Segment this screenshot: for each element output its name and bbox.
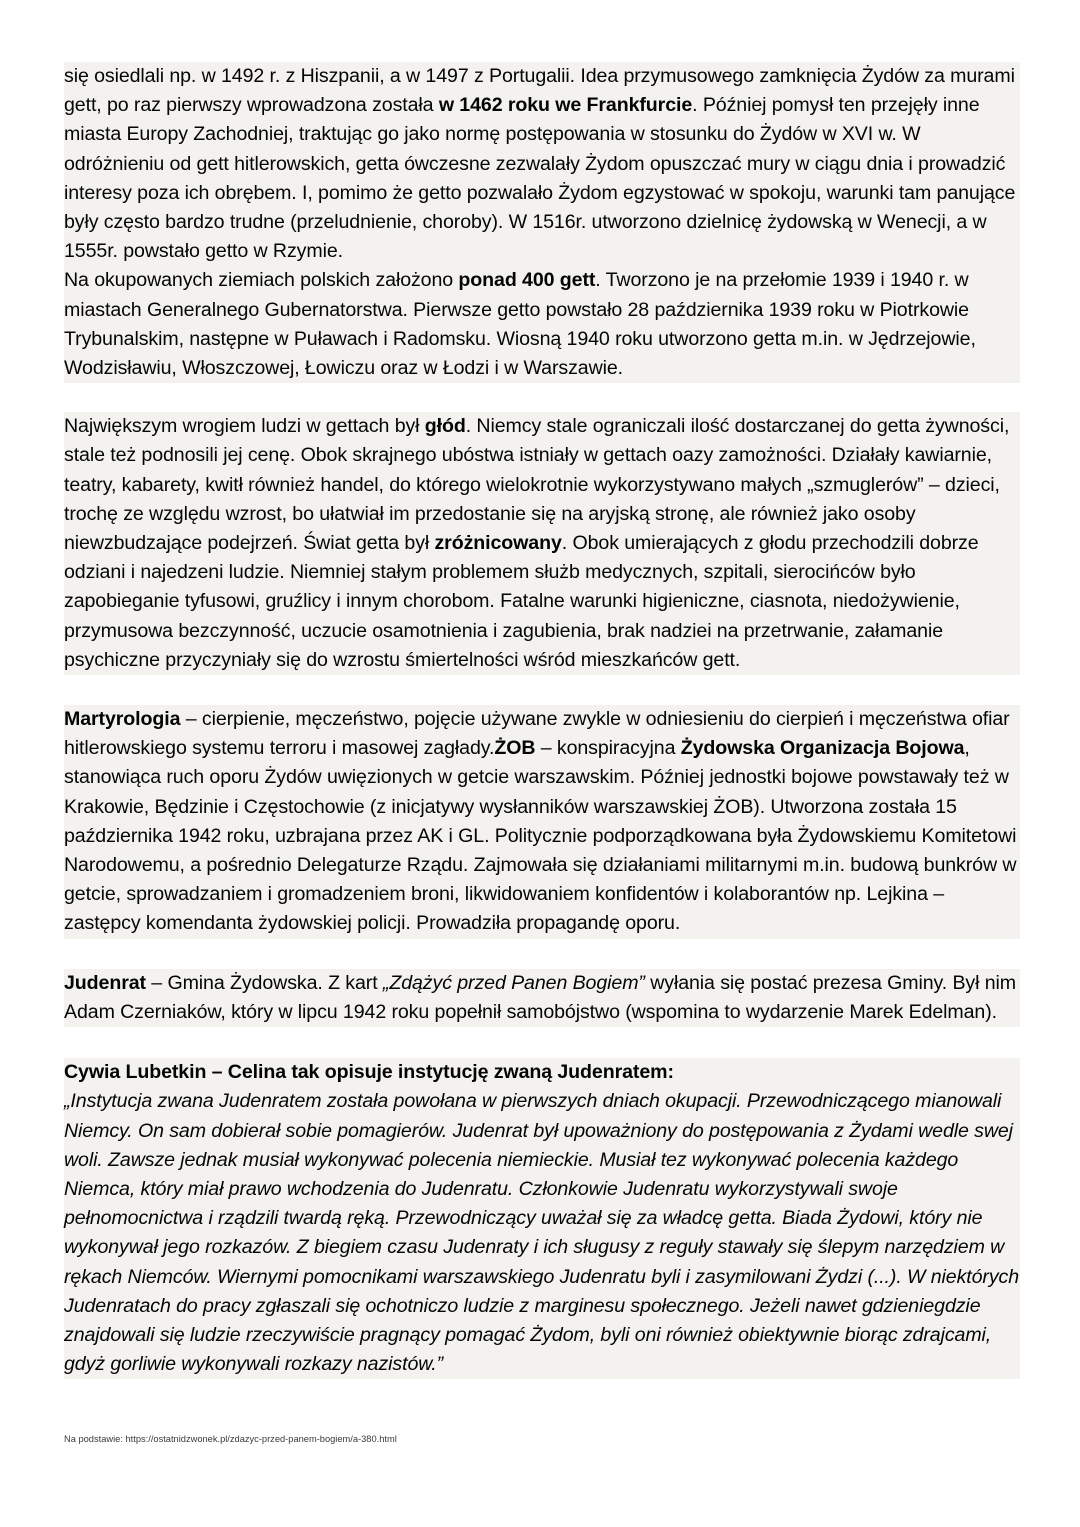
text-run: – Gmina Żydowska. Z kart [145, 971, 383, 994]
paragraph-martyrologia-zob [64, 705, 1020, 939]
emphasis-bold: głód [424, 415, 466, 438]
text-run: . Później pomysł ten przejęły inne miasta Europy Zachodniej, traktując go jako normę postępowania w stosunku do Żydów w XVI w. W odróżnieniu od gett hitlerowskich, getta ówczesne zezwalały Żydom opuszczać mury w ciągu dnia i prowadzić interesy poza ich obrębem. I, pomimo że getto pozwalało Żydom egzystować w spokoju, warunki tam panujące były często bardzo trudne (przeludnienie, choroby). W 1516r. utworzono dzielnicę żydowską w Wenecji, a w 1555r. powstało getto w Rzymie. [64, 94, 1016, 263]
paragraph-spacer [64, 675, 1020, 705]
text-run: wyłania się postać prezesa Gminy. Był nim Adam Czerniaków, który w lipcu 1942 roku popełnił samobójstwo (wspomina to wydarzenie Marek Edelman). [64, 971, 1016, 1023]
text-run: . Tworzono je na przełomie 1939 i 1940 r. w miastach Generalnego Gubernatorstwa. Pierwsze getto powstało 28 października 1939 roku w Piotrkowie Trybunalskim, następne w Puławach i Radomsku. Wiosną 1940 roku utworzono getta m.in. w Jędrzejowie, Wodzisławiu, Włoszczowej, Łowiczu oraz w Łodzi i w Warszawie. [64, 269, 976, 380]
text-run: się osiedlali np. w 1492 r. z Hiszpanii, a w 1497 z Portugalii. Idea przymusowego zamknięcia Żydów za murami gett, po raz pierwszy wprowadzona została [64, 65, 1015, 117]
emphasis-bold: zróżnicowany [434, 532, 562, 555]
emphasis-italic: „Zdążyć przed Panen Bogiem” [382, 971, 645, 994]
emphasis-bold: w 1462 roku we Frankfurcie [438, 94, 693, 117]
paragraph-ponad-400-gett [64, 266, 1020, 383]
text-run: . Niemcy stale ograniczali ilość dostarczanej do getta żywności, stale też podnosili jej cenę. Obok skrajnego ubóstwa istniały w gettach oazy zamożności. Działały kawiarnie, teatry, kabarety, kwitł również handel, do którego wielokrotnie wykorzystywano małych „szmuglerów” – dzieci, trochę ze względu wzrost, bo ułatwiał im przedostanie się na aryjską stronę, ale również jako osoby niewzbudzające podejrzeń. Świat getta był [64, 415, 1010, 555]
emphasis-bold: Judenrat [64, 971, 146, 994]
paragraph-glod [64, 412, 1020, 675]
emphasis-bold: Martyrologia [64, 708, 181, 731]
emphasis-bold: ŻOB [494, 737, 536, 760]
text-run: , stanowiąca ruch oporu Żydów uwięzionych w getcie warszawskim. Później jednostki bojowe powstawały też w Krakowie, Będzinie i Częstochowie (z inicjatywy wysłanników warszawskiej ŻOB). Utworzona została 15 października 1942 roku, uzbrajana przez AK i GL. Politycznie podporządkowana była Żydowskiemu Komitetowi Narodowemu, a pośrednio Delegaturze Rządu. Zajmowała się działaniami militarnymi m.in. budową bunkrów w getcie, sprowadzaniem i gromadzeniem broni, likwidowaniem konfidentów i kolaborantów np. Lejkina – zastępcy komendanta żydowskiej policji. Prowadziła propagandę oporu. [64, 737, 1017, 935]
paragraph-spacer [64, 383, 1020, 412]
emphasis-bold: Żydowska Organizacja Bojowa [680, 737, 965, 760]
text-run: . Obok umierających z głodu przechodzili dobrze odziani i najedzeni ludzie. Niemniej stałym problemem służb medycznych, szpitali, sierocińców było zapobieganie tyfusowi, gruźlicy i innym chorobom. Fatalne warunki higieniczne, ciasnota, niedożywienie, przymusowa bezczynność, uczucie osamotnienia i zagubienia, brak nadziei na przetrwanie, załamanie psychiczne przyczyniały się do wzrostu śmiertelności wśród mieszkańców gett. [64, 532, 979, 671]
text-run: Na okupowanych ziemiach polskich założono [64, 269, 459, 292]
paragraph-judenrat [64, 969, 1020, 1027]
emphasis-italic: „Instytucja zwana Judenratem została powołana w pierwszych dniach okupacji. Przewodniczącego mianowali Niemcy. On sam dobierał sobie pomagierów. Judenrat był upoważniony do postępowania z Żydami wedle swej woli. Zawsze jednak musiał wykonywać polecenia niemieckie. Musiał tez wykonywać polecenia każdego Niemca, który miał prawo wchodzenia do Judenratu. Członkowie Judenratu wykorzystywali swoje pełnomocnictwa i rządzili twardą ręką. Przewodniczący uważał się za władcę getta. Biada Żydowi, który nie wykonywał jego rozkazów. Z biegiem czasu Judenraty i ich sługusy z reguły stawały się ślepym narzędziem w rękach Niemców. Wiernymi pomocnikami warszawskiego Judenratu byli i zasymilowani Żydzi (...). W niektórych Judenratach do pracy zgłaszali się ochotniczo ludzie z marginesu społecznego. Jeżeli nawet gdzieniegdzie znajdowali się ludzie rzeczywiście pragnący pomagać Żydom, byli oni również obiektywnie biorąc zdrajcami, gdyż gorliwie wykonywali rozkazy nazistów.” [64, 1090, 1020, 1376]
paragraph-gett-historia [64, 62, 1020, 266]
emphasis-bold: Cywia Lubetkin – Celina tak opisuje instytucję zwaną Judenratem: [64, 1061, 674, 1084]
text-run: – cierpienie, męczeństwo, pojęcie używane zwykle w odniesieniu do cierpień i męczeństwa ofiar hitlerowskiego systemu terroru i masowej zagłady. [64, 708, 1010, 760]
paragraph-spacer [64, 1027, 1020, 1058]
quote-judenrat-opis [64, 1087, 1020, 1379]
paragraph-spacer [64, 939, 1020, 969]
text-run: Największym wrogiem ludzi w gettach był [64, 415, 425, 438]
heading-cywia-lubetkin [64, 1058, 1020, 1087]
source-footnote: Na podstawie: https://ostatnidzwonek.pl/zdazyc-przed-panem-bogiem/a-380.html [64, 1434, 397, 1445]
emphasis-bold: ponad 400 gett [458, 269, 596, 292]
text-run: – konspiracyjna [535, 737, 681, 760]
document-body [64, 62, 1020, 1446]
